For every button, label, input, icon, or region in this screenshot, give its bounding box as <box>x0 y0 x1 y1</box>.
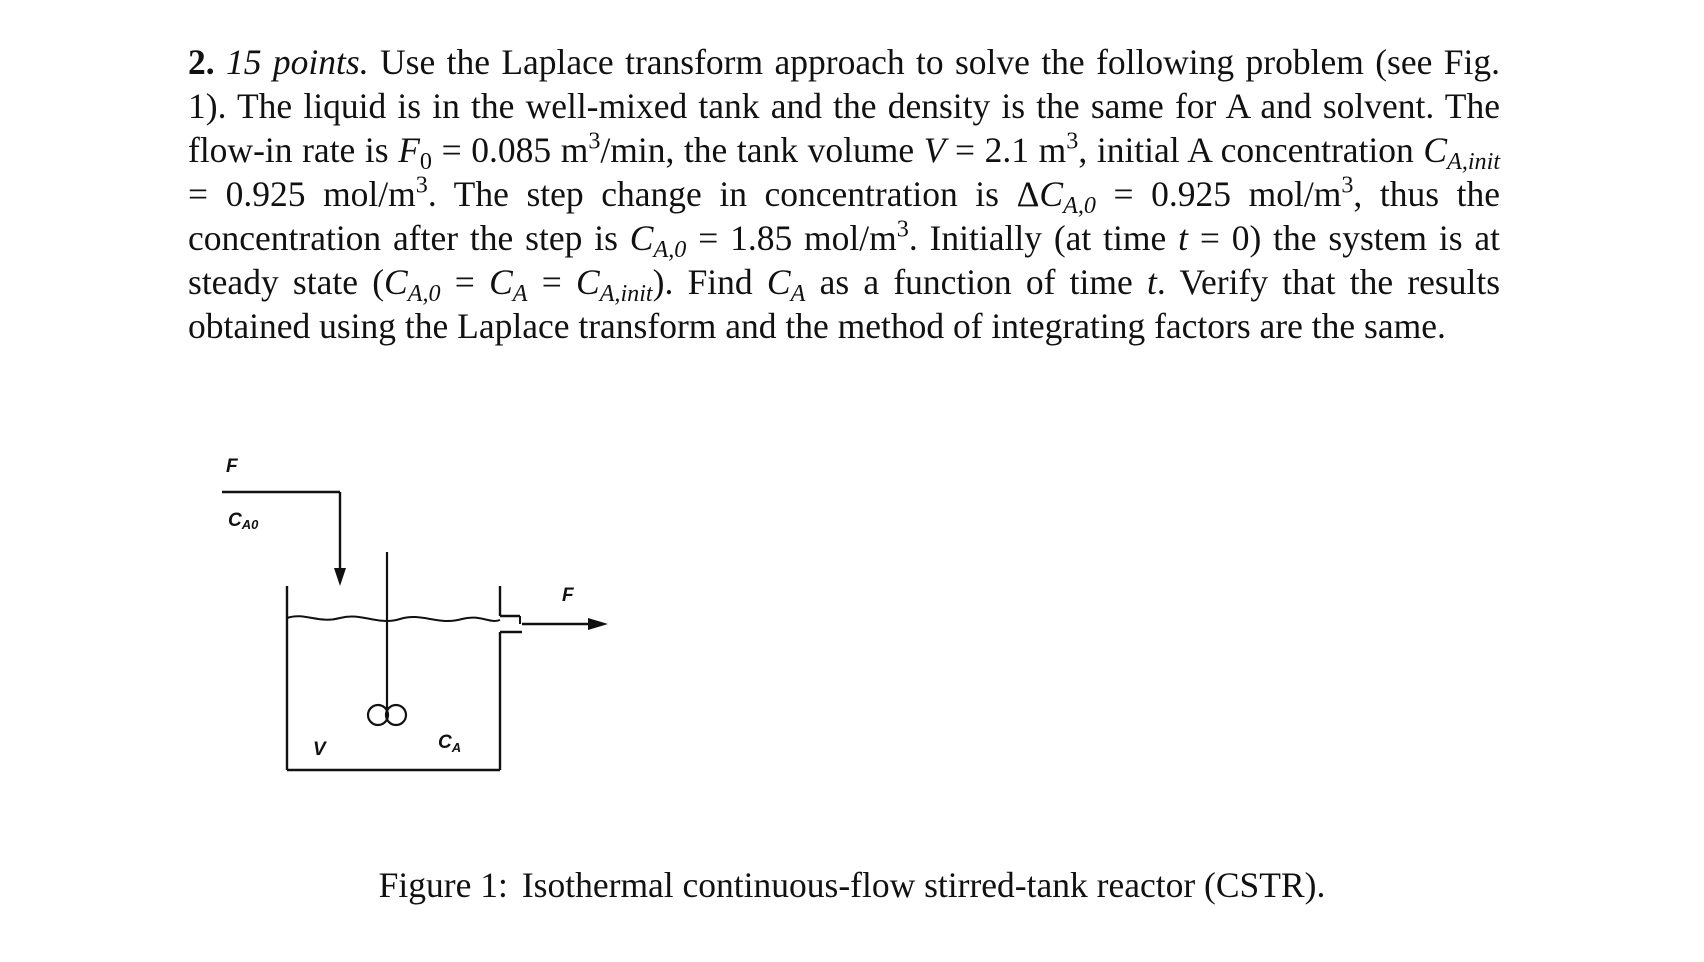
var-V: V <box>923 130 946 170</box>
var-C-ss-1: C <box>384 262 408 302</box>
inlet-flow-label: F <box>226 456 238 477</box>
problem-text-1: Use the Laplace transform approach to solve the following problem (see Fig. 1). The liquid is in the well-mixed tank and the density is the same for A and solvent. The flow-in rate is <box>188 42 1501 170</box>
cstr-figure <box>200 440 660 800</box>
var-t-1: t <box>1178 218 1188 258</box>
eq-1: = <box>454 262 475 302</box>
problem-text-11: . Initially (at time <box>908 218 1167 258</box>
var-C-ss-2: C <box>489 262 513 302</box>
tank-conc-label: $C_A$ <box>438 732 462 755</box>
problem-text-10: = 1.85 mol/m <box>698 218 897 258</box>
problem-text-12: = 0) the system is at steady state ( <box>188 218 1501 302</box>
sub-A-b: A <box>790 279 806 307</box>
cstr-diagram <box>200 440 660 800</box>
caption-text: Isothermal continuous-flow stirred-tank reactor (CSTR). <box>521 865 1326 905</box>
var-C-after: C <box>629 218 654 258</box>
var-C-find: C <box>766 262 791 302</box>
var-F: F <box>398 130 420 170</box>
sub-A0-a: A,0 <box>1063 191 1096 219</box>
var-t-2: t <box>1147 262 1157 302</box>
sup-3e: 3 <box>896 215 909 243</box>
sub-A0-c: A,0 <box>407 279 441 307</box>
sup-3b: 3 <box>1066 127 1079 155</box>
eq-2: = <box>541 262 562 302</box>
inlet-arrow-head <box>334 568 346 586</box>
problem-text-9: , thus the concentration after the step is <box>188 174 1500 258</box>
var-C-delta: C <box>1039 174 1064 214</box>
problem-text-8: = 0.925 mol/m <box>1113 174 1342 214</box>
problem-text-6: = 0.925 mol/m <box>188 174 416 214</box>
outlet-flow-label: F <box>562 585 574 606</box>
problem-text-2: = 0.085 m <box>441 130 589 170</box>
problem-text-4: = 2.1 m <box>955 130 1067 170</box>
delta-symbol: Δ <box>1016 174 1040 214</box>
sub-A-init-b: A,init <box>599 279 653 307</box>
sub-0: 0 <box>419 147 432 175</box>
var-C-init: C <box>1423 130 1448 170</box>
problem-text-15: . Verify that the results obtained using the Laplace transform and the method of integrating factors are the same. <box>188 262 1501 346</box>
problem-number: 2. <box>188 42 215 82</box>
sup-3c: 3 <box>415 171 428 199</box>
caption-label: Figure 1: <box>378 865 508 905</box>
volume-label: V <box>313 739 326 760</box>
sup-3a: 3 <box>588 127 601 155</box>
sub-A-a: A <box>512 279 528 307</box>
sub-A-init: A,init <box>1447 147 1501 175</box>
problem-points: 15 points. <box>226 42 369 82</box>
inlet-conc-label: CA0 <box>228 510 259 532</box>
liquid-surface <box>287 616 500 621</box>
problem-text-3: /min, the tank volume <box>600 130 915 170</box>
problem-text-14: as a function of time <box>819 262 1133 302</box>
outlet-arrow-head <box>588 618 608 630</box>
var-C-ss-3: C <box>576 262 600 302</box>
sub-A0-b: A,0 <box>653 235 687 263</box>
figure-caption <box>0 864 1704 906</box>
problem-text-13: ). Find <box>652 262 753 302</box>
problem-statement <box>188 40 1500 348</box>
sup-3d: 3 <box>1341 171 1354 199</box>
problem-text-7: . The step change in concentration is <box>427 174 999 214</box>
problem-text-5: , initial A concentration <box>1078 130 1414 170</box>
